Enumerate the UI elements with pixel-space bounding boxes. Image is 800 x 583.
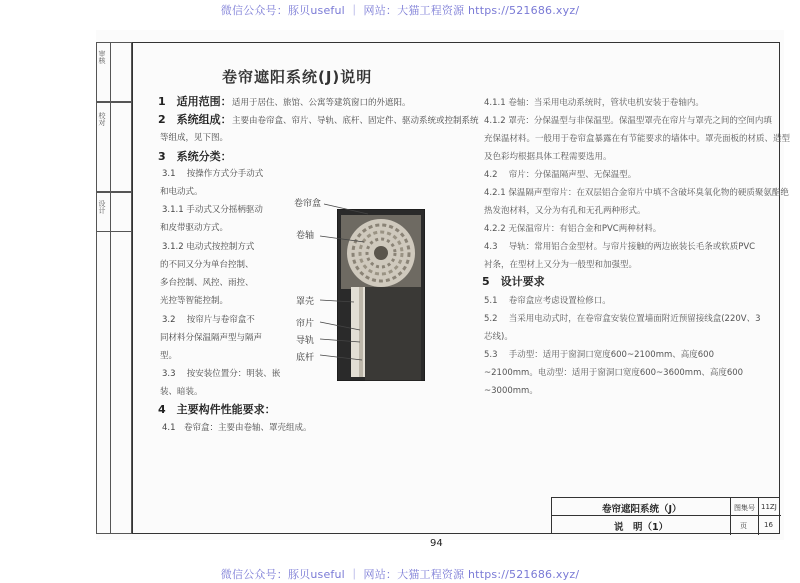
section-3-3-b: 装、暗装。 — [160, 387, 203, 397]
section-3-1-1-a: 3.1.1 手动式又分摇柄驱动 — [162, 205, 263, 215]
strip-box-4 — [96, 232, 132, 534]
callout-slat: 帘片 — [296, 319, 315, 329]
page-value: 16 — [764, 521, 773, 529]
section-2-text-1: 主要由卷帘盒、帘片、导轨、底杆、固定件、驱动系统或控制系统 — [232, 116, 479, 126]
atlas-number-label: 图集号 — [734, 504, 755, 512]
title-block-name: 卷帘遮阳系统（J） — [602, 504, 682, 515]
title-block-divider-2 — [758, 498, 759, 535]
title-block — [551, 497, 780, 534]
section-2-heading: 2 系统组成： — [158, 113, 232, 126]
callout-bottom-bar: 底杆 — [296, 353, 315, 363]
strip-label-review: 审核 — [98, 50, 106, 64]
callout-rail: 导轨 — [296, 336, 315, 346]
item-4-2-2: 4.2.2 无保温帘片：有铝合金和PVC两种材料。 — [484, 224, 662, 234]
title-block-row-divider — [552, 515, 781, 516]
item-4-1-2-a: 4.1.2 罩壳：分保温型与非保温型。保温型罩壳在帘片与罩壳之间的空间内填 — [484, 116, 772, 126]
atlas-number-value: 11ZJ — [761, 503, 777, 511]
item-4-1-2-c: 及色彩均根据具体工程需要选用。 — [484, 152, 612, 162]
section-3-heading: 3 系统分类： — [158, 150, 232, 163]
item-4-2: 4.2 帘片：分保温隔声型、无保温型。 — [484, 170, 637, 180]
item-5-3-b: ~2100mm。电动型：适用于窗洞口宽度600~3600mm、高度600 — [484, 368, 744, 378]
section-3-1-a: 3.1 按操作方式分手动式 — [162, 169, 264, 179]
callout-shaft: 卷轴 — [296, 231, 315, 241]
item-5-1: 5.1 卷帘盒应考虑设置检修口。 — [484, 296, 611, 306]
title-block-subtitle: 说 明（1） — [614, 522, 669, 533]
page-number: 94 — [430, 538, 443, 549]
section-4-1: 4.1 卷帘盒：主要由卷轴、罩壳组成。 — [162, 423, 312, 433]
section-3-2-c: 型。 — [160, 351, 178, 361]
section-3-2-b: 同材料分保温隔声型与隔声 — [160, 333, 263, 343]
page-title: 卷帘遮阳系统(J)说明 — [222, 68, 373, 86]
item-4-3-a: 4.3 导轨：常用铝合金型材。与帘片接触的两边嵌装长毛条或软质PVC — [484, 242, 756, 252]
section-5-heading: 5 设计要求 — [482, 275, 545, 288]
section-3-3-a: 3.3 按安装位置分：明装、嵌 — [162, 369, 281, 379]
section-3-1-2-a: 3.1.2 电动式按控制方式 — [162, 242, 255, 252]
item-4-1-1: 4.1.1 卷轴：当采用电动系统时，管状电机安装于卷轴内。 — [484, 98, 704, 108]
item-5-3-a: 5.3 手动型：适用于窗洞口宽度600~2100mm、高度600 — [484, 350, 714, 360]
section-3-1-2-c: 多台控制、风控、雨控、 — [160, 278, 254, 288]
section-3-1-2-b: 的不同又分为单台控制、 — [160, 260, 254, 270]
watermark-bottom: 微信公众号：豚贝useful ｜ 网站：大猫工程资源 https://521686.xyz/ — [220, 568, 580, 581]
strip-label-check: 校对 — [98, 112, 106, 126]
section-3-1-1-b: 和皮带驱动方式。 — [160, 223, 229, 233]
left-binding-strip — [96, 42, 132, 534]
callout-cover: 罩壳 — [296, 297, 315, 307]
strip-label-design: 设计 — [98, 200, 106, 214]
item-4-2-1-b: 热发泡材料，又分为有孔和无孔两种形式。 — [484, 206, 646, 216]
item-4-3-b: 衬条，在型材上又分为一般型和加强型。 — [484, 260, 638, 270]
item-5-3-c: ~3000mm。 — [484, 386, 538, 396]
section-3-1-2-d: 光控等智能控制。 — [160, 296, 229, 306]
section-3-2-a: 3.2 按帘片与卷帘盒不 — [162, 315, 255, 325]
section-4-heading: 4 主要构件性能要求： — [158, 403, 276, 416]
section-1-text: 适用于居住、旅馆、公寓等建筑窗口的外遮阳。 — [232, 98, 411, 108]
section-3-1-b: 和电动式。 — [160, 187, 203, 197]
watermark-top: 微信公众号：豚贝useful ｜ 网站：大猫工程资源 https://521686.xyz/ — [220, 4, 580, 17]
callout-box: 卷帘盒 — [294, 199, 322, 209]
item-4-2-1-a: 4.2.1 保温隔声型帘片：在双层铝合金帘片中填不含破坏臭氧化物的硬质聚氨酯绝 — [484, 188, 789, 198]
strip-divider — [110, 42, 111, 534]
title-block-divider-1 — [730, 498, 731, 535]
item-5-2-a: 5.2 当采用电动式时，在卷帘盒安装位置墙面附近预留接线盒(220V、3 — [484, 314, 761, 324]
section-1-heading: 1 适用范围： — [158, 95, 232, 108]
item-5-2-b: 芯线)。 — [484, 332, 513, 342]
page-label: 页 — [740, 522, 747, 530]
item-4-1-2-b: 充保温材料。一般用于卷帘盒暴露在有节能要求的墙体中。罩壳面板的材质、造型 — [484, 134, 791, 144]
section-2-text-2: 等组成，见下图。 — [160, 133, 229, 143]
